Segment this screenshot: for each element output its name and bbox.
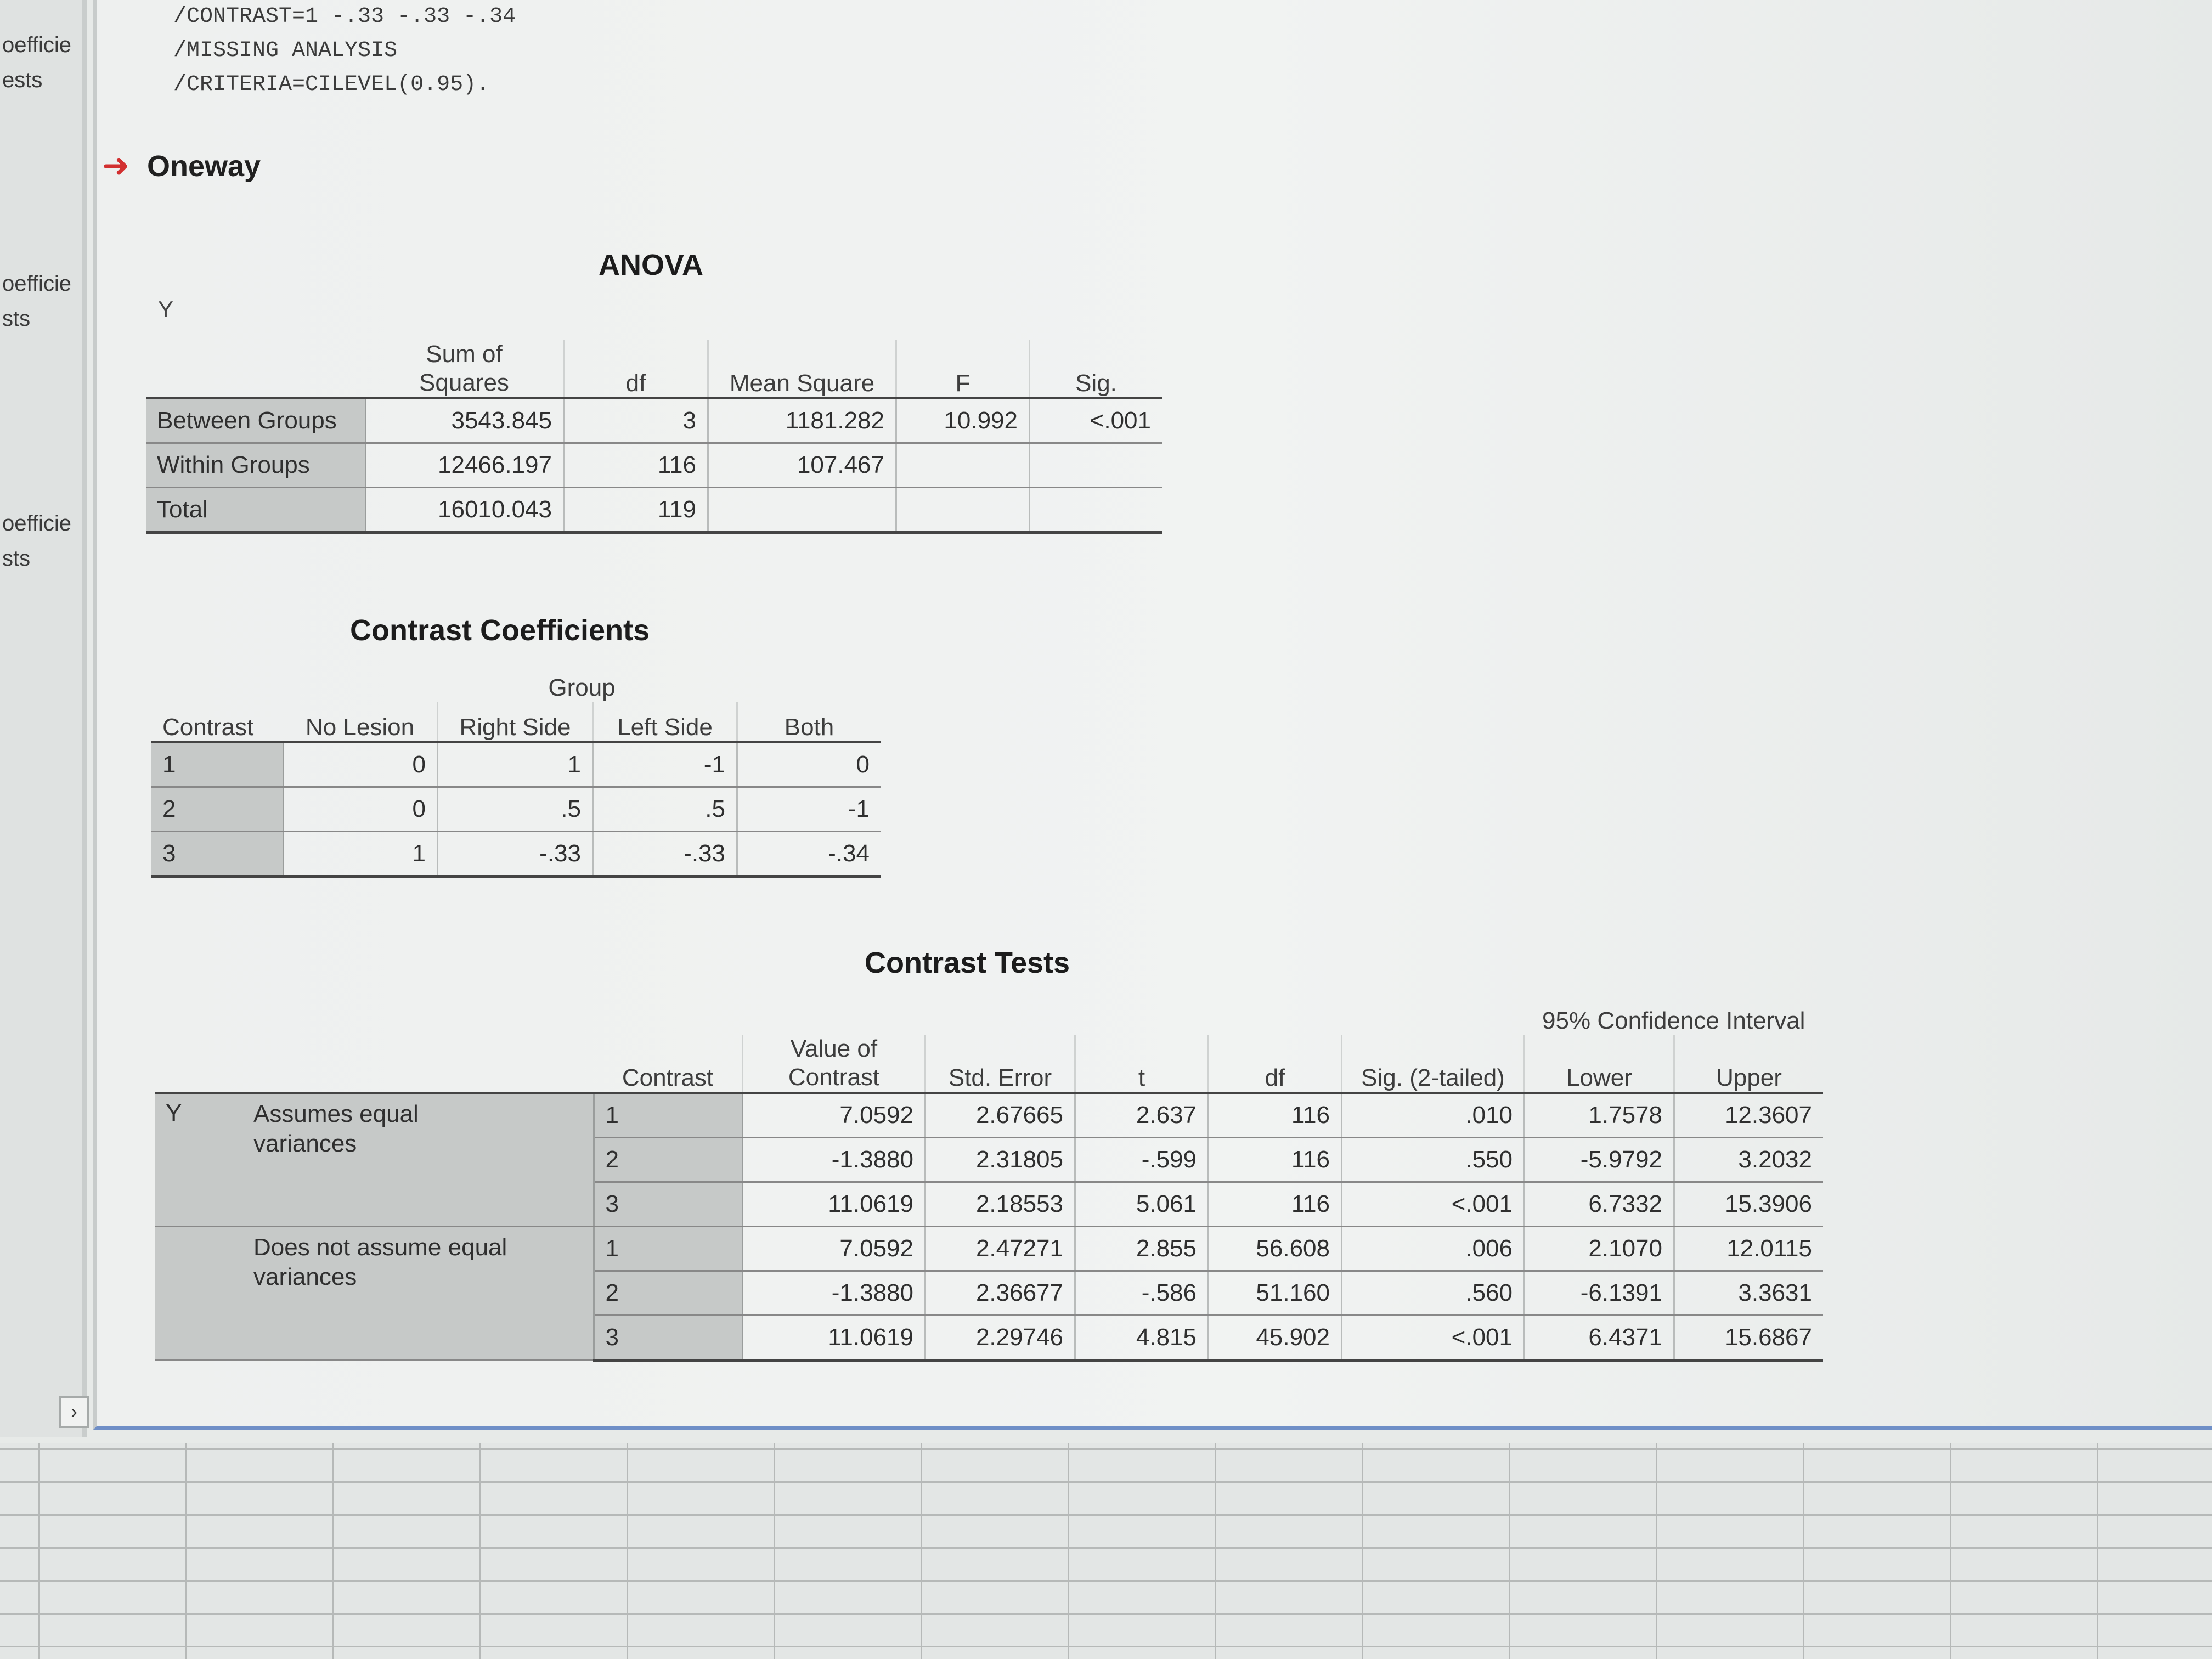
cell-sig (1030, 488, 1163, 533)
contrast-tests-table[interactable] (155, 998, 1823, 1362)
cell-value: -1.3880 (743, 1271, 926, 1316)
outline-item[interactable] (2, 266, 71, 336)
cell-lower: 1.7578 (1525, 1093, 1674, 1138)
cell-std-error: 2.31805 (926, 1138, 1075, 1182)
cell-t: -.586 (1075, 1271, 1209, 1316)
outline-item-label: sts (2, 307, 31, 331)
spacer (166, 1233, 253, 1292)
variance-assumption-label: Assumes equal variances (253, 1101, 419, 1157)
row-label: 3 (151, 832, 283, 877)
cell-sig (1030, 443, 1163, 488)
col-header-sig: Sig. (2-tailed) (1342, 1035, 1525, 1093)
table-row[interactable] (146, 488, 1162, 533)
cell-coefficient: -1 (737, 787, 881, 832)
cell-coefficient: 0 (737, 742, 881, 787)
syntax-log (173, 0, 516, 102)
cell-ms: 1181.282 (708, 398, 896, 443)
col-header-contrast: Contrast (151, 702, 283, 742)
col-header-t: t (1075, 1035, 1209, 1093)
cell-coefficient: 1 (283, 832, 438, 877)
cell-f (896, 443, 1030, 488)
cell-std-error: 2.36677 (926, 1271, 1075, 1316)
table-row[interactable] (146, 443, 1162, 488)
col-header-group-name: Both (737, 702, 881, 742)
header-blank (155, 998, 1525, 1035)
cell-lower: 6.4371 (1525, 1316, 1674, 1361)
cell-f (896, 488, 1030, 533)
cell-contrast: 2 (594, 1271, 743, 1316)
outline-item-label: oefficie (2, 33, 72, 57)
cell-coefficient: -.33 (593, 832, 737, 877)
table-row[interactable] (151, 787, 881, 832)
cell-lower: -5.9792 (1525, 1138, 1674, 1182)
col-header-f: F (896, 340, 1030, 398)
cell-ss: 12466.197 (365, 443, 564, 488)
table-row[interactable] (155, 1093, 1823, 1138)
variance-group-label (155, 1093, 594, 1227)
cell-df: 51.160 (1209, 1271, 1342, 1316)
table-row[interactable] (155, 1227, 1823, 1271)
cell-df: 116 (564, 443, 708, 488)
cell-sig: .560 (1342, 1271, 1525, 1316)
row-label: Within Groups (146, 443, 365, 488)
dependent-variable-label: Y (166, 1099, 182, 1126)
dependent-variable-label: Y (158, 296, 174, 322)
col-header-lower: Lower (1525, 1035, 1674, 1093)
cell-df: 119 (564, 488, 708, 533)
variance-assumption-label: Does not assume equal variances (253, 1234, 507, 1290)
cell-lower: -6.1391 (1525, 1271, 1674, 1316)
variance-group-label (155, 1227, 594, 1361)
cell-df: 116 (1209, 1138, 1342, 1182)
cell-sig: <.001 (1342, 1182, 1525, 1227)
cell-coefficient: -1 (593, 742, 737, 787)
tests-body[interactable] (155, 1093, 1823, 1361)
cell-contrast: 3 (594, 1182, 743, 1227)
outline-item-label: oefficie (2, 272, 72, 296)
col-header-df: df (564, 340, 708, 398)
contrast-coefficients-table[interactable] (151, 667, 881, 878)
output-viewer[interactable] (93, 0, 2212, 1430)
col-header-value: Value of Contrast (743, 1035, 926, 1093)
cell-lower: 6.7332 (1525, 1182, 1674, 1227)
cell-upper: 15.3906 (1674, 1182, 1824, 1227)
cell-value: 11.0619 (743, 1182, 926, 1227)
cell-sig: <.001 (1030, 398, 1163, 443)
anova-title: ANOVA (599, 249, 704, 281)
cell-df: 116 (1209, 1182, 1342, 1227)
col-header-mean-square: Mean Square (708, 340, 896, 398)
cell-lower: 2.1070 (1525, 1227, 1674, 1271)
cell-upper: 12.3607 (1674, 1093, 1824, 1138)
cell-sig: .550 (1342, 1138, 1525, 1182)
coefficients-title: Contrast Coefficients (350, 614, 650, 647)
outline-item-label: sts (2, 546, 31, 571)
cell-ss: 3543.845 (365, 398, 564, 443)
red-arrow-icon: ➜ (102, 147, 130, 184)
row-label: 1 (151, 742, 283, 787)
row-label: Total (146, 488, 365, 533)
table-row[interactable] (146, 398, 1162, 443)
cell-f: 10.992 (896, 398, 1030, 443)
table-row[interactable] (151, 742, 881, 787)
data-grid[interactable] (0, 1443, 2212, 1659)
cell-std-error: 2.29746 (926, 1316, 1075, 1361)
row-header-blank (146, 340, 365, 398)
cell-coefficient: -.34 (737, 832, 881, 877)
cell-coefficient: 1 (438, 742, 593, 787)
cell-upper: 15.6867 (1674, 1316, 1824, 1361)
cell-upper: 12.0115 (1674, 1227, 1824, 1271)
col-header-group-name: No Lesion (283, 702, 438, 742)
cell-value: 7.0592 (743, 1227, 926, 1271)
cell-coefficient: .5 (438, 787, 593, 832)
row-label: 2 (151, 787, 283, 832)
cell-coefficient: .5 (593, 787, 737, 832)
outline-item-label: ests (2, 68, 43, 92)
cell-contrast: 3 (594, 1316, 743, 1361)
cell-value: -1.3880 (743, 1138, 926, 1182)
chevron-right-icon[interactable]: › (59, 1396, 89, 1428)
cell-t: -.599 (1075, 1138, 1209, 1182)
cell-df: 45.902 (1209, 1316, 1342, 1361)
cell-std-error: 2.47271 (926, 1227, 1075, 1271)
col-header-std-error: Std. Error (926, 1035, 1075, 1093)
table-row[interactable] (151, 832, 881, 877)
contrast-tests-title: Contrast Tests (865, 946, 1070, 979)
header-blank (155, 1035, 594, 1093)
col-header-confidence-interval: 95% Confidence Interval (1542, 1007, 1805, 1034)
anova-table[interactable] (146, 340, 1162, 534)
cell-t: 5.061 (1075, 1182, 1209, 1227)
cell-df: 116 (1209, 1093, 1342, 1138)
col-header-sig: Sig. (1030, 340, 1163, 398)
outline-item[interactable] (2, 27, 71, 98)
row-label: Between Groups (146, 398, 365, 443)
cell-df: 56.608 (1209, 1227, 1342, 1271)
col-header-upper: Upper (1674, 1035, 1824, 1093)
outline-item[interactable] (2, 506, 71, 576)
col-header-group-name: Left Side (593, 702, 737, 742)
cell-value: 11.0619 (743, 1316, 926, 1361)
cell-t: 2.637 (1075, 1093, 1209, 1138)
cell-coefficient: 0 (283, 742, 438, 787)
header-blank (151, 667, 283, 702)
procedure-title[interactable]: Oneway (147, 150, 261, 183)
syntax-line: /CRITERIA=CILEVEL(0.95). (173, 72, 490, 97)
cell-sig: .010 (1342, 1093, 1525, 1138)
cell-t: 2.855 (1075, 1227, 1209, 1271)
cell-contrast: 1 (594, 1093, 743, 1138)
cell-contrast: 1 (594, 1227, 743, 1271)
cell-coefficient: -.33 (438, 832, 593, 877)
col-header-group: Group (548, 674, 616, 701)
col-header-group-name: Right Side (438, 702, 593, 742)
cell-t: 4.815 (1075, 1316, 1209, 1361)
cell-sig: <.001 (1342, 1316, 1525, 1361)
col-header-contrast: Contrast (594, 1035, 743, 1093)
col-header-df: df (1209, 1035, 1342, 1093)
cell-std-error: 2.67665 (926, 1093, 1075, 1138)
cell-coefficient: 0 (283, 787, 438, 832)
outline-pane[interactable] (0, 0, 87, 1437)
cell-value: 7.0592 (743, 1093, 926, 1138)
cell-ms (708, 488, 896, 533)
cell-ss: 16010.043 (365, 488, 564, 533)
cell-upper: 3.3631 (1674, 1271, 1824, 1316)
cell-sig: .006 (1342, 1227, 1525, 1271)
cell-contrast: 2 (594, 1138, 743, 1182)
col-header-sum-of-squares: Sum of Squares (365, 340, 564, 398)
cell-upper: 3.2032 (1674, 1138, 1824, 1182)
syntax-line: /MISSING ANALYSIS (173, 38, 398, 63)
cell-ms: 107.467 (708, 443, 896, 488)
syntax-line: /CONTRAST=1 -.33 -.33 -.34 (173, 4, 516, 29)
outline-item-label: oefficie (2, 511, 72, 535)
cell-df: 3 (564, 398, 708, 443)
cell-std-error: 2.18553 (926, 1182, 1075, 1227)
